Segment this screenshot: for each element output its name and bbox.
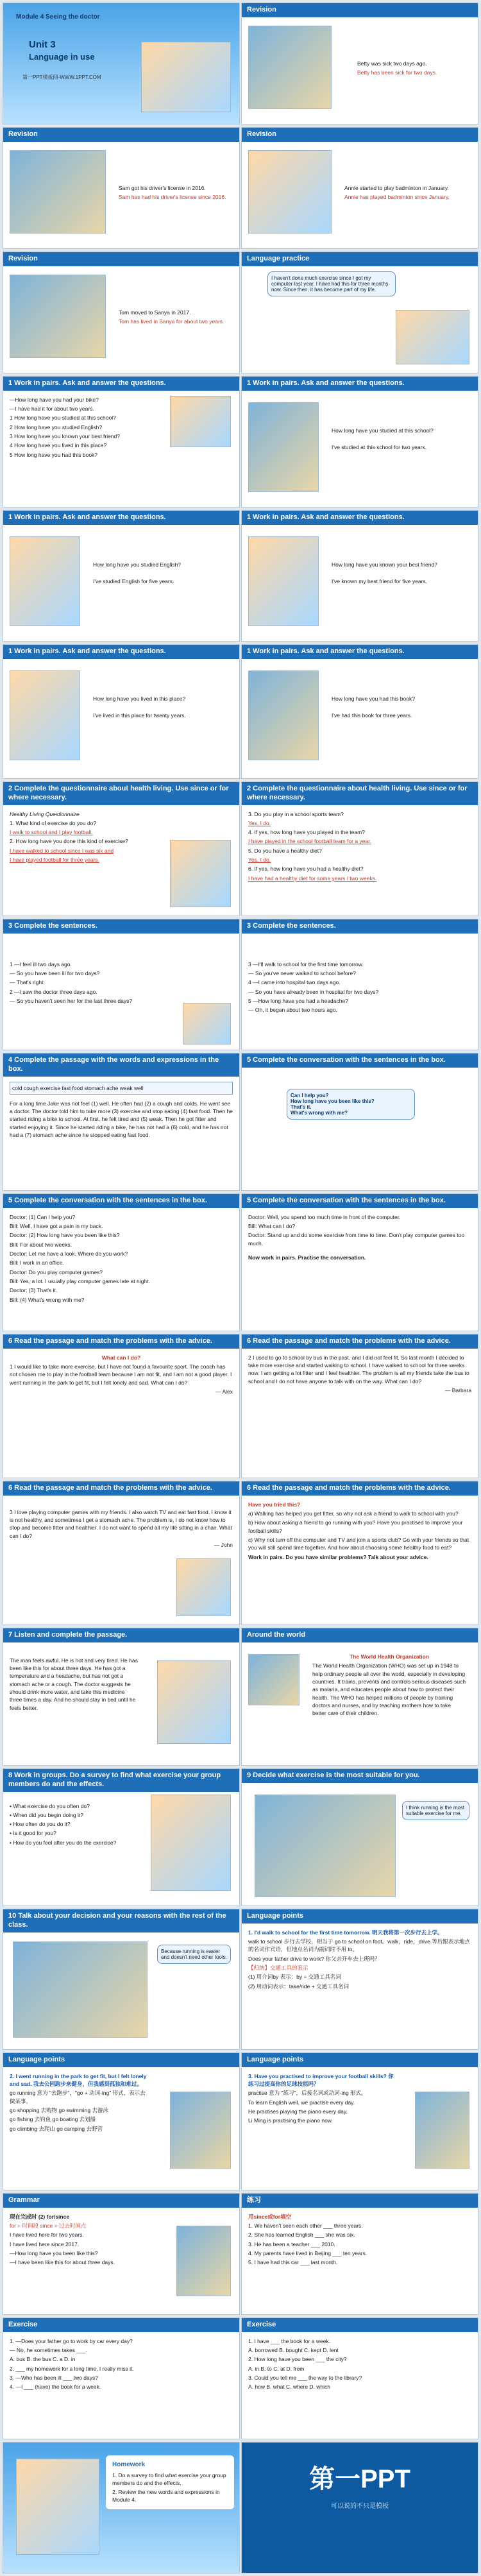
line: walk to school 步行去学校，相当于 go to school on foot。walk，ride，drive 等后跟表示地点的名词作宾语，但地点名词为副词时不用 to。 [248, 1938, 470, 1953]
line: 2. I went running in the park to get fit, but I felt lonely and sad. 我去公园跑步来健身，但我感到孤独和难过。 [10, 2072, 147, 2088]
line: — So you haven't seen her for the last three days? [10, 998, 133, 1004]
line: 4. —I ___ (have) the book for a week. [10, 2384, 101, 2391]
slide-bar: Grammar [3, 2194, 239, 2208]
survey-question: • How do you feel after you do the exercise? [10, 1839, 117, 1846]
slide-bar: Exercise [242, 2318, 478, 2332]
slide-pairs-2 [241, 376, 478, 508]
slide-bar: 2 Complete the questionnaire about health living. Use since or for where necessary. [242, 782, 478, 805]
line: Doctor: Well, you spend too much time in front of the computer. [248, 1213, 401, 1220]
line: — No, he sometimes takes ___. [10, 2347, 87, 2354]
line: 用since或for填空 [248, 2213, 292, 2220]
notebook-image [176, 2226, 231, 2296]
question: How long have you studied English? [93, 561, 181, 568]
line: Bill: (4) What's wrong with me? [10, 1296, 85, 1303]
slide-bar: 1 Work in pairs. Ask and answer the questions. [3, 645, 239, 659]
slide-bar: 5 Complete the conversation with the sentences in the box. [242, 1194, 478, 1208]
slide-language-points-3 [241, 2052, 478, 2190]
line: Bill: I work in an office. [10, 1259, 64, 1267]
slide-revision-3 [241, 127, 478, 249]
slide-pairs-5 [3, 644, 240, 779]
slide-bar: Revision [242, 128, 478, 142]
line: Doctor: (1) Can I help you? [10, 1213, 76, 1220]
slide-bar: 3 Complete the sentences. [242, 919, 478, 934]
line: How long have you been like this? [291, 1098, 375, 1104]
practice-instruction: Now work in pairs. Practise the conversation. [248, 1254, 366, 1261]
line: 3 —I'll walk to school for the first time tomorrow. [248, 960, 364, 968]
slide-bar: Language points [242, 2053, 478, 2067]
slide-read-3 [3, 1481, 240, 1625]
line: Bill: Well, I have got a pain in my back. [10, 1223, 103, 1230]
line: 6. If yes, how long have you had a healthy diet? [248, 866, 364, 873]
slide-bar: Around the world [242, 1628, 478, 1642]
advice-c: c) Why not turn off the computer and TV and join a sports club? Go with your friends so that you will still spend time together. And how about choosing some healthy food to eat? [248, 1537, 469, 1551]
slide-bar: 2 Complete the questionnaire about health living. Use since or for where necessary. [3, 782, 239, 805]
slide-bar: 6 Read the passage and match the problems with the advice. [3, 1335, 239, 1349]
line: To learn English well, we practise every day. [248, 2099, 355, 2106]
sentence-2: Tom has lived in Sanya for about two years. [119, 318, 224, 325]
slide-bar: 4 Complete the passage with the words and expressions in the box. [3, 1053, 239, 1077]
line: 3. Do you play in a school sports team? [248, 810, 344, 817]
slide-bar: 5 Complete the conversation with the sentences in the box. [3, 1194, 239, 1208]
line: Doctor: Let me have a look. Where do you work? [10, 1250, 128, 1257]
slide-bar: Language points [242, 1909, 478, 1923]
school-image [248, 402, 319, 492]
module-title: Module 4 Seeing the doctor [16, 13, 100, 21]
slide-bar: 1 Work in pairs. Ask and answer the questions. [242, 511, 478, 525]
slide-ending [241, 2442, 478, 2573]
line: (2) 用动词表示：take/ride + 交通工具名词 [248, 1983, 350, 1990]
line: 1 —I feel ill two days ago. [10, 960, 72, 968]
line: (1) 用介词by 表示：by + 交通工具名词 [248, 1974, 341, 1981]
slide-practice [241, 2193, 478, 2315]
doctor-icon [183, 1003, 231, 1045]
line: 2 —I saw the doctor three days ago. [10, 988, 97, 995]
line: Bill: What can I do? [248, 1223, 296, 1230]
runner-image [13, 1941, 148, 2038]
word-box: cold cough exercise fast food stomach ache weak well [10, 1082, 233, 1095]
line: go fishing 去钓鱼 go boating 去划船 [10, 2116, 96, 2123]
slide-revision-2 [3, 127, 240, 249]
passage-text: 3 I love playing computer games with my friends. I also watch TV and eat fast food. I know it is not healthy, and sometimes I get a stomach ache. The problem is, I do not know how to stop and become fitter and healthier. I do not want to spend all my life sitting in a chair. What can I do? [10, 1508, 232, 1539]
answer: I've lived in this place for twenty years. [93, 712, 186, 719]
line: 2 How long have you studied English? [10, 423, 103, 431]
doctor-illustration [141, 42, 231, 112]
line: 5. Do you have a healthy diet? [248, 847, 322, 854]
house-illustration [10, 670, 80, 760]
passage-text: For a long time Jake was not feel (1) well. He often had (2) a cough and colds. He went see a doctor. The doctor told him to take more (3) exercise and stop eating (4) fast food. Then he started riding a bike to school. At first, he felt tired and (5) weak. Then he got fitter and started enjoying it. Since he started riding a bike, he has not had a (6) cold, and he has not had a (7) stomach ache since he stopped eating fast food. [10, 1100, 233, 1139]
line: 【归纳】交通工具的表示 [248, 1965, 308, 1971]
slide-survey [3, 1768, 240, 1906]
line: Doctor: (3) That's it. [10, 1287, 58, 1294]
line: A. how B. what C. where D. which [248, 2384, 331, 2391]
runners-image [255, 1795, 396, 1897]
slide-bar: 8 Work in groups. Do a survey to find what exercise your group members do and the effects. [3, 1769, 239, 1792]
line: 现在完成时 (2) for/since [10, 2213, 70, 2220]
slide-pairs-3 [3, 510, 240, 642]
slide-talk [3, 1909, 240, 2050]
signature: — Barbara [444, 1387, 471, 1394]
slide-complete-1 [3, 919, 240, 1050]
book-image [248, 670, 319, 760]
slide-language-practice [241, 252, 478, 373]
line: I have had a healthy diet for some years / two weeks. [248, 874, 377, 882]
slide-bar: 9 Decide what exercise is the most suitable for you. [242, 1769, 478, 1783]
signature: — Alex [215, 1388, 233, 1395]
survey-question: • What exercise do you often do? [10, 1802, 90, 1809]
passage-heading: What can I do? [101, 1354, 141, 1361]
line: Doctor: Do you play computer games? [10, 1268, 103, 1275]
line: 5 —How long have you had a headache? [248, 998, 348, 1004]
line: 1. I'd walk to school for the first time tomorrow. 明天我将第一次步行去上学。 [248, 1929, 443, 1936]
line: 4. If yes, how long have you played in the team? [248, 829, 365, 836]
line: Doctor: (2) How long have you been like this? [10, 1232, 120, 1239]
slide-exercise-1 [3, 2317, 240, 2439]
line: 1. What kind of exercise do you do? [10, 819, 97, 826]
line: go shopping 去购物 go swimming 去游泳 [10, 2107, 109, 2113]
pair-instruction: Work in pairs. Do you have similar problems? Talk about your advice. [248, 1553, 428, 1560]
line: A. in B. to C. at D. from [248, 2365, 305, 2372]
line: — Oh, it began about two hours ago. [248, 1007, 337, 1014]
line: 4. My parents have lived in Beijing ___ ten years. [248, 2250, 367, 2256]
line: — So you have already been in hospital for two days? [248, 988, 379, 995]
line: 2. She has learned English ___ she was six. [248, 2231, 355, 2239]
sentence-1: Betty was sick two days ago. [357, 60, 427, 67]
students-illustration [10, 536, 80, 626]
answer: I've studied English for five years. [93, 578, 174, 585]
question: How long have you lived in this place? [93, 695, 186, 702]
sanya-beach-image [10, 275, 106, 358]
slide-bar: Language practice [242, 252, 478, 266]
slide-conversation-2 [241, 1193, 478, 1331]
sentence-1: Sam got his driver's license in 2016. [119, 185, 206, 191]
slide-passage [3, 1053, 240, 1191]
slide-conversation-box [241, 1053, 478, 1191]
passage-text: 2 I used to go to school by bus in the past, and I did not feel fit. So last month I decided to take more exercise and started walking to school. I have walked to school for three weeks now. I am getting a lot fitter and I feel healthier. The problem is all my friends take the bus to school and I do not have anyone to talk with on the way. What can I do? [248, 1354, 469, 1385]
sentence-1: Tom moved to Sanya in 2017. [119, 309, 191, 316]
slide-bar: 6 Read the passage and match the problems with the advice. [242, 1335, 478, 1349]
slide-language-points-1 [241, 1909, 478, 2050]
who-heading: The World Health Organization [349, 1653, 430, 1660]
line: 3 How long have you known your best friend? [10, 433, 120, 439]
slide-bar: Revision [3, 128, 239, 142]
slide-conversation-1 [3, 1193, 240, 1331]
slide-bar: Language points [3, 2053, 239, 2067]
advice-a: a) Walking has helped you get fitter, so why not ask a friend to walk to school with you? [248, 1510, 459, 1517]
line: —How long have you been like this? [10, 2250, 98, 2256]
line: 1. Do a survey to find what exercise your group members do and the effects. [112, 2471, 226, 2486]
line: practise 意为 "练习"，后接名词或动词-ing 形式。 [248, 2090, 367, 2097]
line: I have lived here since 2017. [10, 2240, 80, 2248]
line: 2. How long have you done this kind of exercise? [10, 838, 128, 845]
question: How long have you had this book? [332, 695, 415, 702]
answer: I've known my best friend for five years. [332, 578, 428, 585]
speech-bubble: I haven't done much exercise since I got my computer last year. I have had this for three months now. Since then, it has become part of my life. [267, 271, 396, 296]
homework-heading: Homework [112, 2461, 146, 2468]
line: for + 时间段 since + 过去时间点 [10, 2222, 87, 2230]
slide-questionnaire-1 [3, 781, 240, 916]
brand-text: 第一PPT模板网-WWW.1PPT.COM [22, 74, 101, 80]
slide-exercise-2 [241, 2317, 478, 2439]
line: I have walked to school since I was six and [10, 847, 114, 854]
sentence-2: Betty has been sick for two days. [357, 69, 437, 76]
boy-illustration [170, 840, 231, 907]
friends-illustration [248, 536, 319, 626]
line: I have played in the school football team for a year. [248, 838, 371, 845]
line: go running 意为 "去跑步"，"go + 动词-ing" 形式，表示去做某事。 [10, 2090, 146, 2104]
slide-homework [3, 2442, 240, 2573]
signature: — John [214, 1542, 233, 1548]
answer: I've had this book for three years. [332, 712, 412, 719]
line: 3. Have you practised to improve your football skills? 你练习过提高你的足球技能吗？ [248, 2072, 394, 2088]
question: How long have you known your best friend? [332, 561, 437, 568]
ppt-logo: 第一PPT [309, 2465, 410, 2493]
line: Does your father drive to work? 你父亲开车去上班吗？ [248, 1955, 380, 1962]
slide-bar: 7 Listen and complete the passage. [3, 1628, 239, 1642]
line: I have played football for three years. [10, 857, 99, 864]
slide-decide [241, 1768, 478, 1906]
slide-bar: 3 Complete the sentences. [3, 919, 239, 934]
line: 5. I have had this car ___ last month. [248, 2259, 338, 2266]
line: 4 —I came into hospital two days ago. [248, 979, 341, 986]
survey-question: • When did you begin doing it? [10, 1811, 83, 1818]
slide-bar: 6 Read the passage and match the problems with the advice. [242, 1481, 478, 1496]
slide-language-points-2 [3, 2052, 240, 2190]
badminton-image [248, 150, 332, 234]
slide-listen [3, 1628, 240, 1766]
slide-title [3, 3, 240, 124]
sentence-2: Annie has played badminton since January. [344, 194, 450, 201]
slide-bar: Revision [242, 3, 478, 17]
answer: I've studied at this school for two years. [332, 444, 427, 451]
line: Yes, I do. [248, 819, 271, 826]
slide-complete-2 [241, 919, 478, 1050]
line: 4 How long have you lived in this place? [10, 442, 107, 449]
line: 2. ___ my homework for a long time, I really miss it. [10, 2365, 134, 2372]
slide-questionnaire-2 [241, 781, 478, 916]
line: Bill: For about two weeks. [10, 1241, 72, 1248]
slide-bar: 10 Talk about your decision and your reasons with the rest of the class. [3, 1909, 239, 1932]
line: 1. —Does your father go to work by car every day? [10, 2337, 133, 2344]
line: That's it. [291, 1104, 312, 1110]
kids-exercise-illustration [151, 1795, 231, 1891]
line: 2. Review the new words and expressions in Module 4. [112, 2489, 220, 2503]
slide-bar: 5 Complete the conversation with the sentences in the box. [242, 1053, 478, 1068]
sentence-2: Sam has had his driver's license since 2016. [119, 194, 226, 201]
line: — That's right. [10, 979, 45, 986]
slide-bar: 练习 [242, 2194, 478, 2208]
line: What's wrong with me? [291, 1110, 348, 1116]
line: 1. We haven't seen each other ___ three years. [248, 2222, 363, 2230]
notebook-image [415, 2092, 469, 2169]
slide-pairs-1 [3, 376, 240, 508]
line: —I have had it for about two years. [10, 405, 94, 413]
speech-bubble: I think running is the most suitable exercise for me. [402, 1801, 469, 1820]
slide-bar: 1 Work in pairs. Ask and answer the questions. [242, 377, 478, 391]
slide-bar: Exercise [3, 2318, 239, 2332]
sick-girl-image [248, 26, 332, 109]
who-logo [248, 1654, 300, 1705]
line: Bill: Yes, a lot. I usually play computer games late at night. [10, 1277, 150, 1284]
slide-bar: 1 Work in pairs. Ask and answer the questions. [3, 511, 239, 525]
sentence-1: Annie started to play badminton in January. [344, 185, 449, 191]
line: I walk to school and I play football. [10, 829, 93, 836]
line: I have lived here for two years. [10, 2231, 84, 2239]
advice-heading: Have you tried this? [248, 1501, 301, 1508]
logo-tagline: 可以说的不只是模板 [331, 2503, 389, 2510]
line: Can I help you? [291, 1093, 329, 1098]
line: —How long have you had your bike? [10, 396, 99, 403]
slide-around-world [241, 1628, 478, 1766]
slide-read-1 [3, 1334, 240, 1478]
line: 1 How long have you studied at this school? [10, 414, 116, 422]
homework-illustration [16, 2459, 99, 2555]
line: — So you have been ill for two days? [10, 970, 100, 977]
line: A. borrowed B. bought C. kept D. lent [248, 2347, 339, 2354]
line: Li Ming is practising the piano now. [248, 2117, 333, 2124]
survey-question: • How often do you do it? [10, 1821, 71, 1828]
slide-bar: 1 Work in pairs. Ask and answer the questions. [242, 645, 478, 659]
slide-bar: 1 Work in pairs. Ask and answer the questions. [3, 377, 239, 391]
slide-read-2 [241, 1334, 478, 1478]
slide-revision-1 [241, 3, 478, 124]
questionnaire-heading: Healthy Living Questionnaire [10, 810, 80, 817]
computer-illustration [396, 310, 469, 364]
passage-text: The man feels awful. He is hot and very tired. He has been like this for about three days. He has got a temperature and a headache, but has not got a stomach ache or a cough. The doctor suggests he should drink more water, and take this medicine three times a day. And he should stay in bed until he feels better. [10, 1657, 138, 1711]
slide-bar: Revision [3, 252, 239, 266]
line: Doctor: Stand up and do some exercise from time to time. Don't play computer games too much. [248, 1232, 465, 1247]
line: 2. How long have you been ___ the city? [248, 2356, 347, 2363]
notebook-image [170, 2092, 231, 2169]
line: —I have been like this for about three days. [10, 2259, 115, 2266]
line: 5 How long have you had this book? [10, 451, 98, 458]
line: 3. Could you tell me ___ the way to the library? [248, 2375, 362, 2381]
unit-title: Unit 3 [29, 39, 56, 50]
line: 3. —Who has been ill ___ two days? [10, 2375, 98, 2381]
question: How long have you studied at this school? [332, 427, 434, 434]
boy-gaming-illustration [176, 1558, 231, 1616]
subtitle: Language in use [29, 52, 95, 62]
bike-illustration [170, 396, 231, 447]
line: go climbing 去爬山 go camping 去野营 [10, 2125, 103, 2132]
slide-grammar [3, 2193, 240, 2315]
advice-b: b) How about asking a friend to go running with you? Have you practised to improve your football skills? [248, 1519, 463, 1534]
slide-pairs-6 [241, 644, 478, 779]
sick-man-illustration [157, 1660, 231, 1744]
line: 1. I have ___ the book for a week. [248, 2337, 331, 2344]
slide-read-4 [241, 1481, 478, 1625]
line: He practises playing the piano every day. [248, 2108, 348, 2115]
car-image [10, 150, 106, 234]
slide-bar: 6 Read the passage and match the problems with the advice. [3, 1481, 239, 1496]
slide-revision-4 [3, 252, 240, 373]
slide-pairs-4 [241, 510, 478, 642]
line: Yes, I do. [248, 857, 271, 864]
sentence-box [287, 1089, 415, 1120]
who-text: The World Health Organization (WHO) was set up in 1948 to help ordinary people all over the world, especially in developing countries. It trains, prevents and controls serious diseases such as malaria, and educates people about how to protect their health. The WHO has helped millions of people by training doctors and nurses, and by teaching mothers how to take better care of their children. [312, 1662, 466, 1717]
passage-text: 1 I would like to take more exercise, but I have not found a favourite sport. The coach has not chosen me to play in the football team because I am not fit, and I am not a good player. I went running in the park to get fit, but I felt lonely and sad. What can I do? [10, 1363, 232, 1386]
survey-question: • Is it good for you? [10, 1830, 56, 1837]
speech-bubble: Because running is easier and doesn't need other tools. [157, 1945, 231, 1964]
line: 3. He has been a teacher ___ 2010. [248, 2240, 335, 2248]
line: — So you've never walked to school before? [248, 970, 356, 977]
line: A. bus B. the bus C. a D. in [10, 2356, 76, 2363]
